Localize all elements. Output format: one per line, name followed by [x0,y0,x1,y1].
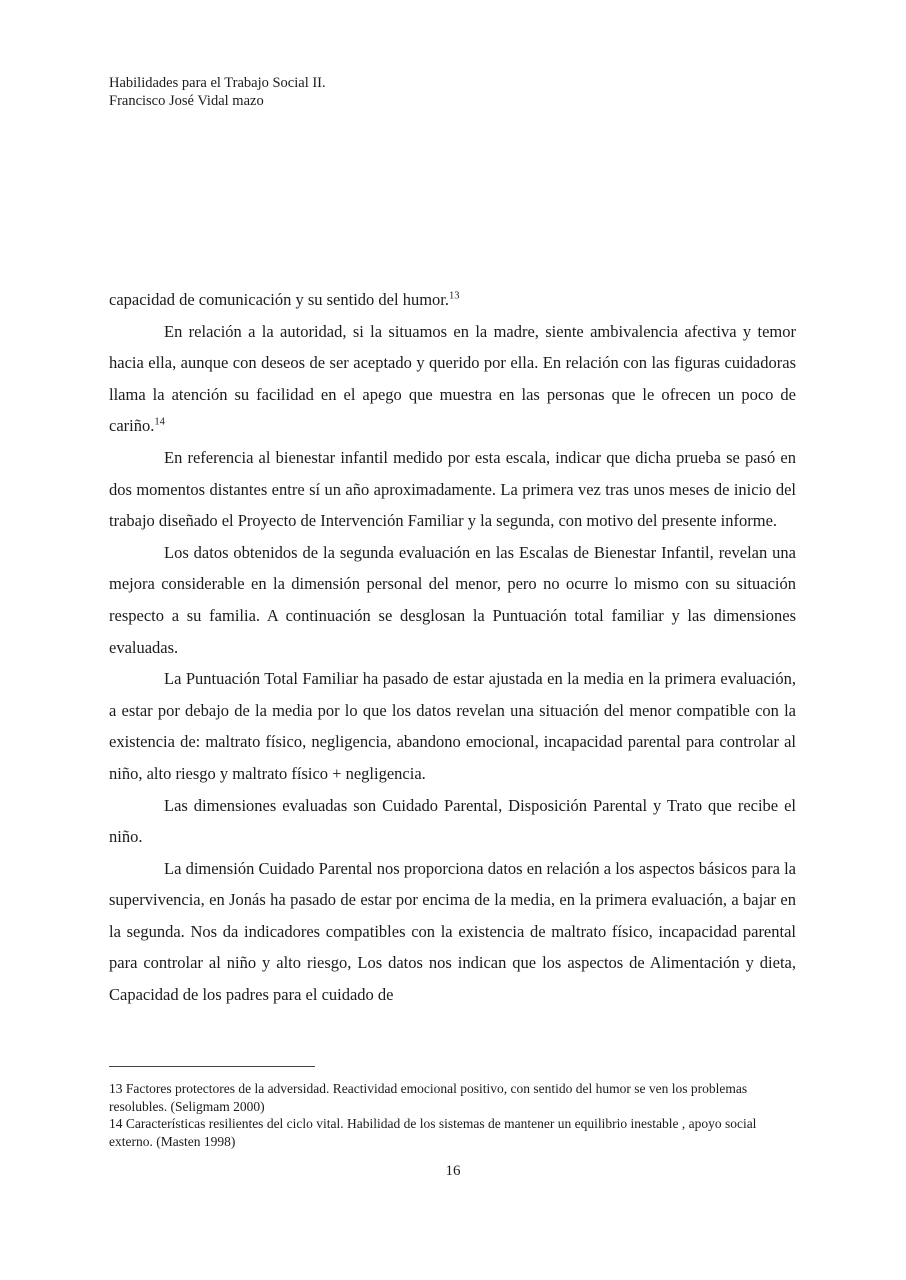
paragraph: En referencia al bienestar infantil medido por esta escala, indicar que dicha prueba se pasó en dos momentos distantes entre sí un año aproximadamente. La primera vez tras unos meses de inicio del trabajo diseñado el Proyecto de Intervención Familiar y la segunda, con motivo del presente informe. [109,447,796,531]
page-header [109,74,326,110]
paragraph: La dimensión Cuidado Parental nos proporciona datos en relación a los aspectos básicos para la supervivencia, en Jonás ha pasado de estar por encima de la media, en la primera evaluación, a bajar en la segunda. Nos da indicadores compatibles con la existencia de maltrato físico, incapacidad parental para controlar al niño y alto riesgo, Los datos nos indican que los aspectos de Alimentación y dieta, Capacidad de los padres para el cuidado de [109,858,796,1005]
paragraph: Las dimensiones evaluadas son Cuidado Parental, Disposición Parental y Trato que recibe el niño. [109,795,796,847]
footnote-separator [109,1066,315,1067]
page-number: 16 [445,1163,461,1179]
paragraph: La Puntuación Total Familiar ha pasado de estar ajustada en la media en la primera evaluación, a estar por debajo de la media por lo que los datos revelan una situación del menor compatible con la existencia de: maltrato físico, negligencia, abandono emocional, incapacidad parental para controlar al niño, alto riesgo y maltrato físico + negligencia. [109,669,796,783]
footnotes-section [109,1066,796,1150]
footnote: 14 Características resilientes del ciclo vital. Habilidad de los sistemas de mantener un equilibrio inestable , apoyo social externo. (Masten 1998) [109,1116,757,1149]
body-text [109,284,796,1011]
header-author: Francisco José Vidal mazo [109,93,264,109]
paragraph: En relación a la autoridad, si la situamos en la madre, siente ambivalencia afectiva y temor hacia ella, aunque con deseos de ser aceptado y querido por ella. En relación con las figuras cuidadoras llama la atención su facilidad en el apego que muestra en las personas que le ofrecen un poco de cariño.$^{14}$ [109,321,796,436]
paragraph: Los datos obtenidos de la segunda evaluación en las Escalas de Bienestar Infantil, revelan una mejora considerable en la dimensión personal del menor, pero no ocurre lo mismo con su situación respecto a su familia. A continuación se desglosan la Puntuación total familiar y las dimensiones evaluadas. [109,542,796,657]
footnotes-list [109,1080,796,1150]
footnote: 13 Factores protectores de la adversidad. Reactividad emocional positivo, con sentido del humor se ven los problemas resolubles. (Seligmam 2000) [109,1081,748,1114]
footnote-ref: 13 [448,290,460,302]
footnote-ref: 14 [154,416,165,428]
paragraph: capacidad de comunicación y su sentido del humor.$^{13}$ [109,290,460,309]
header-title: Habilidades para el Trabajo Social II. [109,75,326,91]
